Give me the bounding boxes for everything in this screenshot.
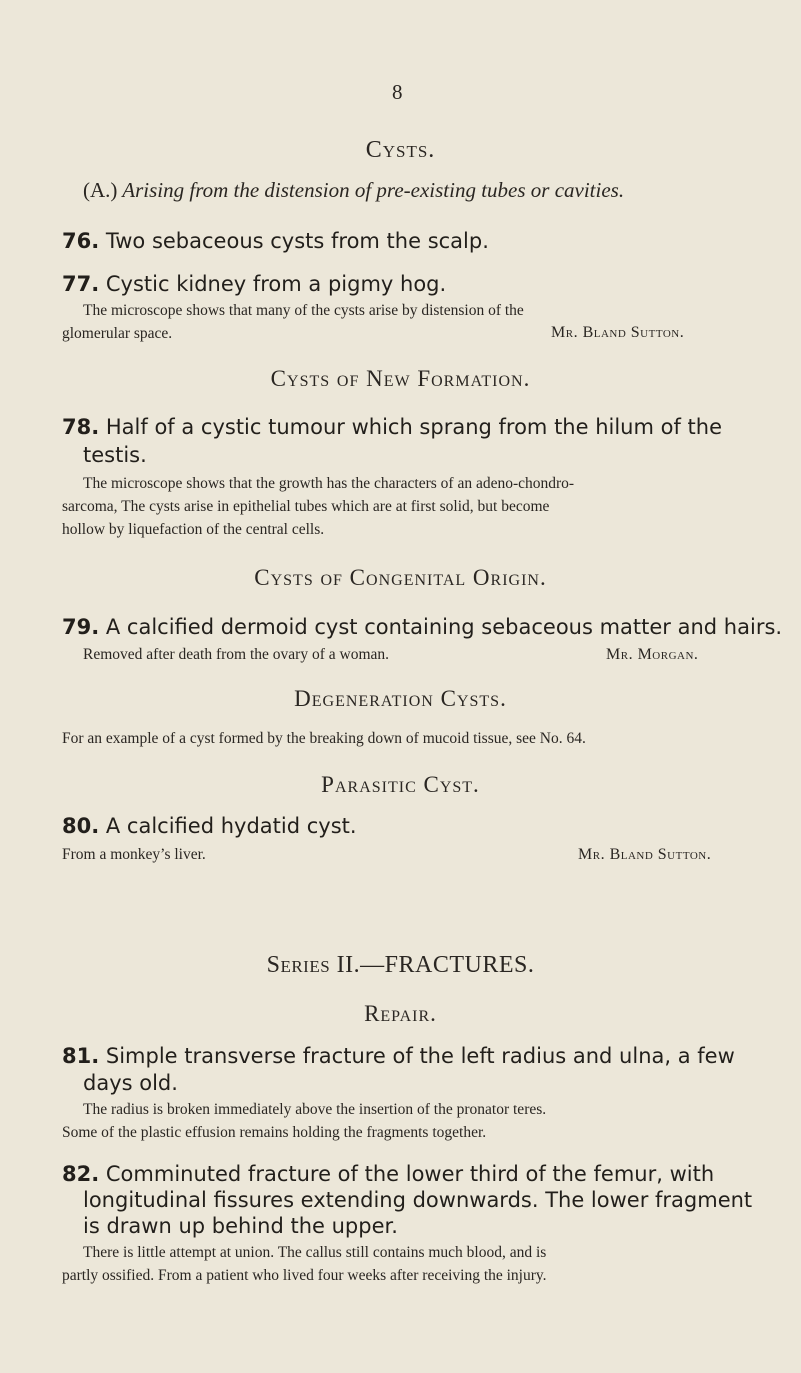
entry-text: A calcified hydatid cyst. bbox=[105, 814, 357, 838]
entry-82-text-line3: is drawn up behind the upper. bbox=[83, 1214, 398, 1238]
entry-82 bbox=[62, 1162, 714, 1186]
subheading-lead: (A.) bbox=[83, 178, 118, 202]
entry-number: 80. bbox=[62, 814, 100, 838]
entry-text: Simple transverse fracture of the left radius and ulna, a few bbox=[105, 1044, 735, 1068]
entry-81-note-line2: Some of the plastic effusion remains holding the fragments together. bbox=[62, 1124, 487, 1141]
entry-77-note-line1: The microscope shows that many of the cysts arise by distension of the bbox=[83, 302, 524, 319]
entry-number: 82. bbox=[62, 1162, 100, 1186]
entry-82-note-line2: partly ossified. From a patient who lived four weeks after receiving the injury. bbox=[62, 1267, 547, 1284]
entry-text: Cystic kidney from a pigmy hog. bbox=[105, 272, 447, 296]
entry-number: 78. bbox=[62, 415, 100, 439]
entry-81 bbox=[62, 1044, 735, 1068]
entry-80-attribution: Mr. Bland Sutton. bbox=[578, 846, 712, 863]
entry-number: 79. bbox=[62, 615, 100, 639]
entry-text: A calcified dermoid cyst containing sebaceous matter and hairs. bbox=[105, 615, 783, 639]
subheading-arising bbox=[83, 178, 624, 203]
entry-number: 81. bbox=[62, 1044, 100, 1068]
series-heading bbox=[0, 952, 801, 979]
series-prefix: Series II. bbox=[266, 952, 361, 978]
entry-82-note-line1: There is little attempt at union. The callus still contains much blood, and is bbox=[83, 1244, 547, 1261]
entry-78 bbox=[62, 415, 722, 439]
entry-78-note-line1: The microscope shows that the growth has the characters of an adeno-chondro- bbox=[83, 475, 575, 492]
entry-82-text-line2: longitudinal fissures extending downwards. The lower fragment bbox=[83, 1188, 753, 1212]
degeneration-note: For an example of a cyst formed by the breaking down of mucoid tissue, see No. 64. bbox=[62, 730, 586, 747]
entry-79-note-line1: Removed after death from the ovary of a woman. bbox=[83, 646, 390, 663]
entry-78-note-line2: sarcoma, The cysts arise in epithelial tubes which are at first solid, but become bbox=[62, 498, 550, 515]
entry-text: Comminuted fracture of the lower third of the femur, with bbox=[105, 1162, 715, 1186]
heading-congenital: Cysts of Congenital Origin. bbox=[254, 565, 547, 590]
heading-repair: Repair. bbox=[364, 1001, 437, 1026]
entry-81-text-line2: days old. bbox=[83, 1071, 178, 1095]
entry-79 bbox=[62, 615, 782, 639]
entry-79-attribution: Mr. Morgan. bbox=[606, 646, 699, 663]
entry-number: 76. bbox=[62, 229, 100, 253]
heading-new-formation: Cysts of New Formation. bbox=[270, 366, 531, 391]
page-number: 8 bbox=[392, 80, 403, 104]
entry-77-note-line2: glomerular space. bbox=[62, 325, 173, 342]
entry-78-note-line3: hollow by liquefaction of the central cells. bbox=[62, 521, 325, 538]
heading-degeneration: Degeneration Cysts. bbox=[294, 686, 507, 711]
entry-78-text-line2: testis. bbox=[83, 443, 147, 467]
series-title: —FRACTURES. bbox=[360, 952, 535, 978]
entry-77-attribution: Mr. Bland Sutton. bbox=[551, 324, 685, 341]
entry-text: Two sebaceous cysts from the scalp. bbox=[105, 229, 489, 253]
subheading-text: Arising from the distension of pre-existing tubes or cavities. bbox=[122, 178, 625, 202]
heading-parasitic: Parasitic Cyst. bbox=[321, 772, 480, 797]
entry-76 bbox=[62, 229, 489, 253]
entry-81-note-line1: The radius is broken immediately above the insertion of the pronator teres. bbox=[83, 1101, 547, 1118]
entry-80-note-line1: From a monkey’s liver. bbox=[62, 846, 206, 863]
entry-80 bbox=[62, 814, 357, 838]
entry-text: Half of a cystic tumour which sprang from the hilum of the bbox=[105, 415, 723, 439]
entry-77 bbox=[62, 272, 446, 296]
heading-cysts: Cysts. bbox=[365, 137, 436, 163]
entry-number: 77. bbox=[62, 272, 100, 296]
